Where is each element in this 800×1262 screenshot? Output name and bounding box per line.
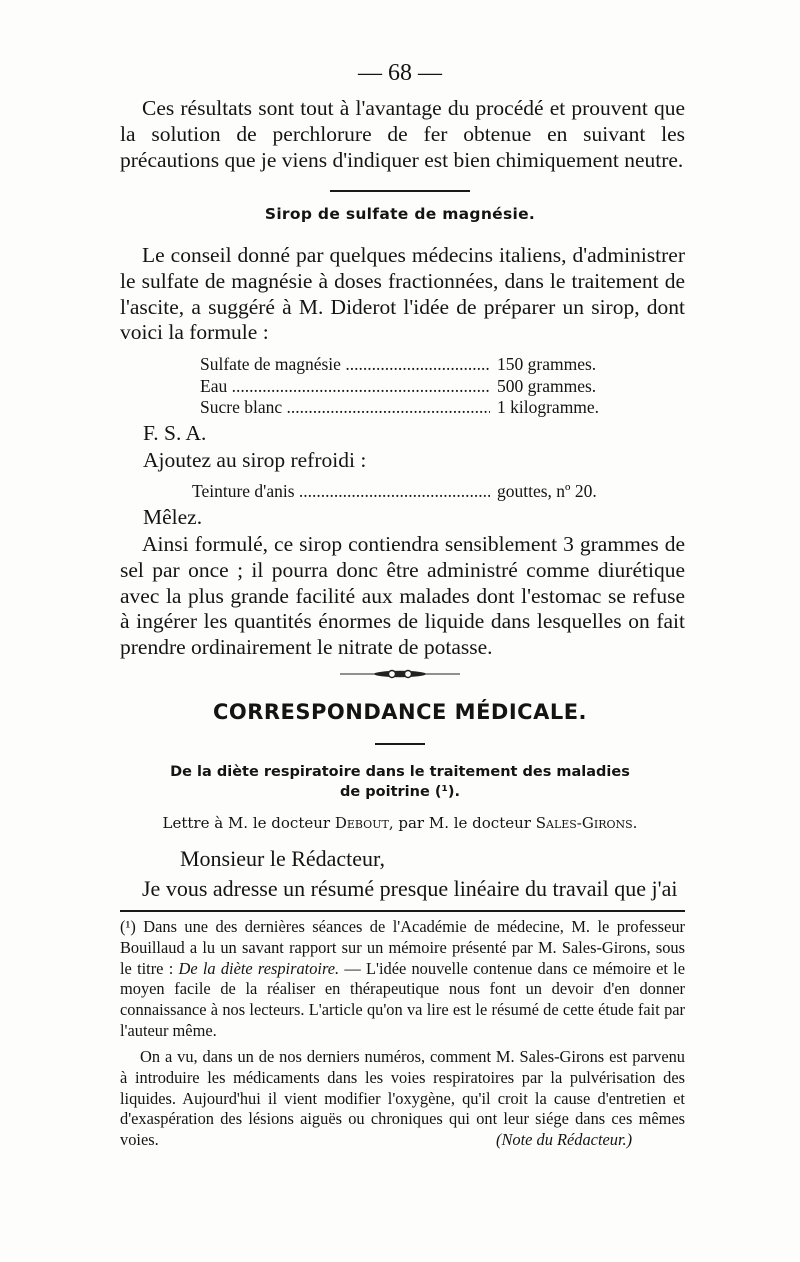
subtitle-line: de poitrine (¹). <box>340 784 460 800</box>
ajoutez-line: Ajoutez au sirop refroidi : <box>143 448 367 472</box>
footnote-signature: (Note du Rédacteur.) <box>496 1130 633 1149</box>
ingredient-name: Sucre blanc ..... <box>200 397 490 419</box>
ingredient-qty: 150 grammes. <box>497 354 597 374</box>
intro-paragraph: Ces résultats sont tout à l'avantage du procédé et prouvent que la solution de perchlorure de fer obtenue en suivant les précautions que je viens d'indiquer est bien chimiquement neutre. <box>120 96 685 172</box>
sirop-conclusion-paragraph: Ainsi formulé, ce sirop contiendra sensiblement 3 grammes de sel par once ; il pourra donc être administré comme diurétique avec la plus grande facilité aux malades dont l'estomac se refuse à ingérer les quantités énormes de liquide dans lesquelles on fait prendre ordinairement le nitrate de potasse. <box>120 532 685 660</box>
ingredient-name: Eau ..... <box>200 376 490 398</box>
fsa-line: F. S. A. <box>143 421 207 445</box>
correspondance-title: CORRESPONDANCE MÉDICALE. <box>212 700 588 724</box>
footnote-text: (¹) Dans une des dernières séances de l'Académie de médecine, M. le professeur Bouillaud a lu un savant rapport sur un mémoire présenté par M. Sales-Girons, sous le titre : <box>120 917 685 978</box>
formula-row <box>200 397 620 419</box>
article-subtitle <box>150 762 650 802</box>
title-underline <box>375 743 425 745</box>
teinture-table <box>192 481 622 503</box>
formula-table <box>200 354 620 419</box>
letter-mid: , par M. le docteur <box>388 814 536 832</box>
footnote-text: On a vu, dans un de nos derniers numéros, comment M. Sales-Girons est parvenu à introduire les médicaments dans les voies respiratoires par la pulvérisation des liquides. Aujourd'hui il vient modifier l'oxygène, qu'il croit la cause d'entretien et d'exaspération des lésions aiguës ou chroniques qui ont leur siége dans ces mêmes voies. <box>120 1047 685 1150</box>
salutation: Monsieur le Rédacteur, <box>180 846 385 871</box>
page-number: — 68 — <box>358 60 442 86</box>
formula-row <box>200 354 620 376</box>
subtitle-line: De la diète respiratoire dans le traitement des maladies <box>170 764 630 780</box>
footnote-title: De la diète respiratoire. <box>178 958 340 978</box>
footnote-paragraph <box>120 917 685 1042</box>
ingredient-name: Sulfate de magnésie ..... <box>200 354 490 376</box>
ingredient-name: Teinture d'anis ..... <box>192 481 490 503</box>
footnote-text: — L'idée nouvelle contenue dans ce mémoire et le moyen facile de la réaliser en thérapeutique nous font un devoir d'en donner connaissance à nos lecteurs. L'article qu'on va lire est le résumé de cette étude fait par l'auteur même. <box>120 958 686 1040</box>
letter-suffix: . <box>632 814 638 832</box>
melez-line: Mêlez. <box>143 505 203 529</box>
formula-row <box>192 481 622 503</box>
ornament-divider <box>340 667 460 681</box>
letter-line <box>0 814 800 832</box>
footnote-rule <box>120 910 685 912</box>
letter-author: Sales-Girons <box>535 814 633 832</box>
ingredient-qty: gouttes, nº 20. <box>497 481 597 501</box>
section-divider <box>330 190 470 192</box>
sirop-intro-paragraph: Le conseil donné par quelques médecins italiens, d'administrer le sulfate de magnésie à doses fractionnées, dans le traitement de l'ascite, a suggéré à M. Diderot l'idée de préparer un sirop, dont voici la formule : <box>120 243 685 345</box>
ingredient-qty: 500 grammes. <box>497 375 597 396</box>
letter-opening: Je vous adresse un résumé presque linéaire du travail que j'ai <box>142 876 678 901</box>
formula-row <box>200 376 620 398</box>
ingredient-qty: 1 kilogramme. <box>497 397 600 417</box>
sirop-heading: Sirop de sulfate de magnésie. <box>264 205 536 223</box>
letter-recipient: Debout <box>334 814 389 832</box>
letter-prefix: Lettre à M. le docteur <box>162 814 335 832</box>
